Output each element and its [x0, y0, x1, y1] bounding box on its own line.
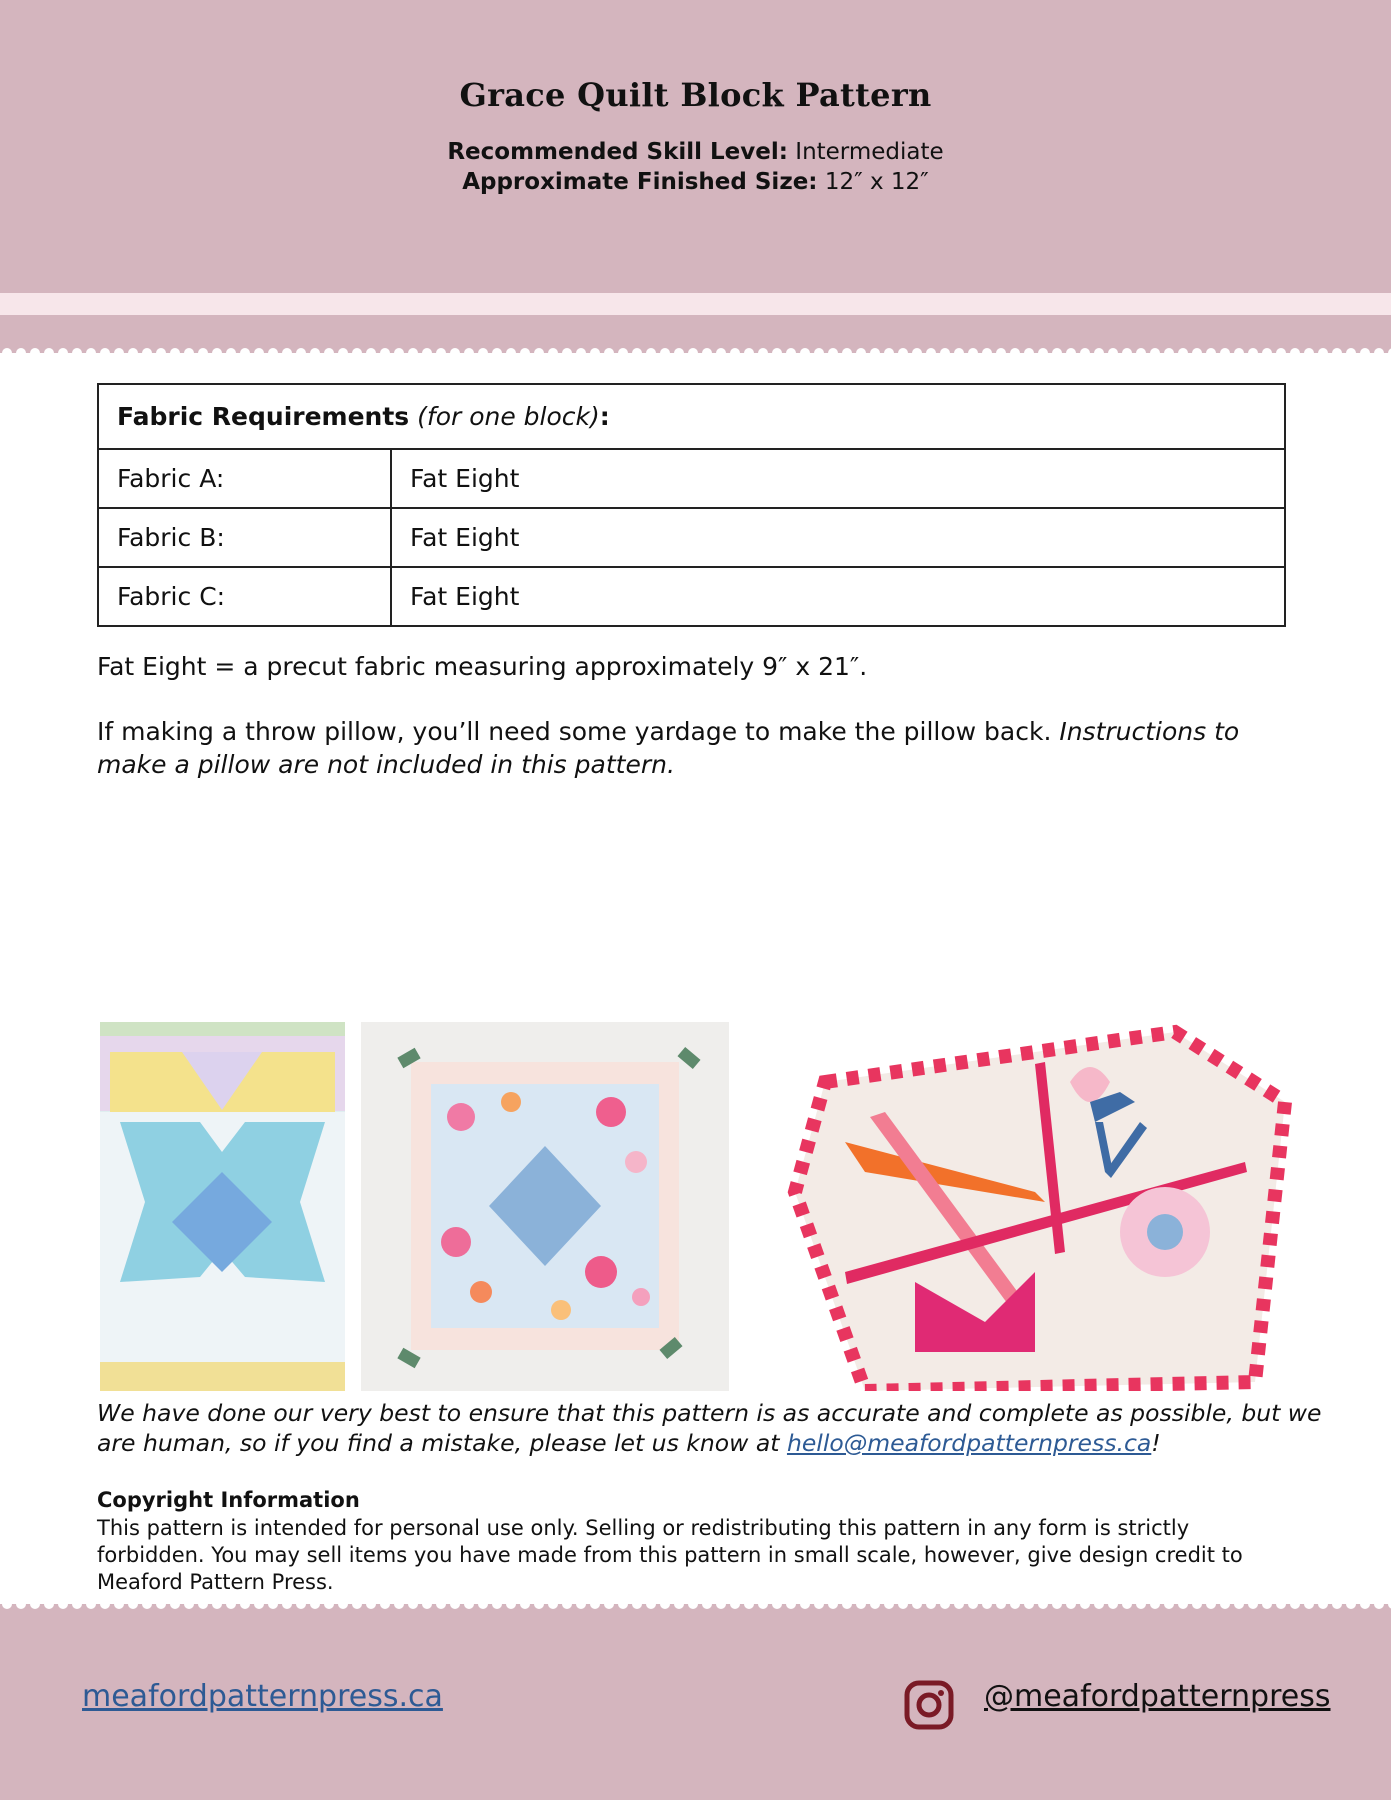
- skill-level-label: Recommended Skill Level:: [447, 139, 788, 165]
- fabric-requirements-table: [97, 383, 1286, 627]
- website-link[interactable]: meafordpatternpress.ca: [82, 1679, 443, 1714]
- quilt-block-photo-blue: [100, 1022, 345, 1391]
- fat-eight-note: Fat Eight = a precut fabric measuring approximately 9″ x 21″.: [97, 652, 868, 681]
- pillow-note-italic: Instructions to make a pillow are not included in this pattern.: [97, 717, 1240, 779]
- disclaimer: [97, 1398, 1327, 1458]
- quilt-block-blue-image: [100, 1022, 345, 1391]
- email-link[interactable]: hello@meafordpatternpress.ca: [786, 1429, 1152, 1457]
- table-header-row: [98, 384, 1285, 449]
- fabric-value: Fat Eight: [391, 508, 1285, 567]
- finished-size-value: 12″ x 12″: [824, 169, 929, 195]
- scallop-edge-top: [0, 345, 1391, 361]
- table-row: [98, 508, 1285, 567]
- fabric-label: Fabric A:: [98, 449, 391, 508]
- table-heading-colon: :: [599, 402, 610, 431]
- skill-level-value: Intermediate: [795, 139, 944, 165]
- pillow-note: [97, 715, 1297, 781]
- table-heading-note: (for one block): [417, 402, 600, 431]
- fabric-label: Fabric C:: [98, 567, 391, 626]
- header-stripe: [0, 293, 1391, 315]
- quilt-block-photo-floral: [361, 1022, 729, 1391]
- finished-size-label: Approximate Finished Size:: [462, 169, 818, 195]
- disclaimer-end: !: [1151, 1429, 1161, 1457]
- skill-level: [0, 139, 1391, 165]
- fabric-label: Fabric B:: [98, 508, 391, 567]
- copyright-body: This pattern is intended for personal use only. Selling or redistributing this pattern in any form is strictly forbidden. You may sell items you have made from this pattern in small scale, however, give design credit to Meaford Pattern Press.: [97, 1516, 1243, 1594]
- fabric-value: Fat Eight: [391, 449, 1285, 508]
- fabric-value: Fat Eight: [391, 567, 1285, 626]
- table-heading-label: Fabric Requirements: [117, 402, 410, 431]
- instagram-handle-link[interactable]: @meafordpatternpress: [984, 1679, 1331, 1714]
- copyright-heading: Copyright Information: [97, 1488, 360, 1512]
- table-heading: [98, 384, 1285, 449]
- pillow-note-text: If making a throw pillow, you’ll need some yardage to make the pillow back.: [97, 717, 1060, 746]
- quilt-block-floral-image: [361, 1022, 729, 1391]
- table-row: [98, 567, 1285, 626]
- scallop-edge-bottom: [0, 1596, 1391, 1612]
- table-row: [98, 449, 1285, 508]
- instagram-icon[interactable]: [904, 1680, 954, 1730]
- disclaimer-text: We have done our very best to ensure that this pattern is as accurate and complete as possible, but we are human, so if you find a mistake, please let us know at: [97, 1399, 1322, 1457]
- page-title: Grace Quilt Block Pattern: [459, 76, 932, 114]
- finished-size: [0, 169, 1391, 195]
- quilt-pillow-image: [745, 1022, 1294, 1391]
- quilt-pillow-photo: [745, 1022, 1294, 1391]
